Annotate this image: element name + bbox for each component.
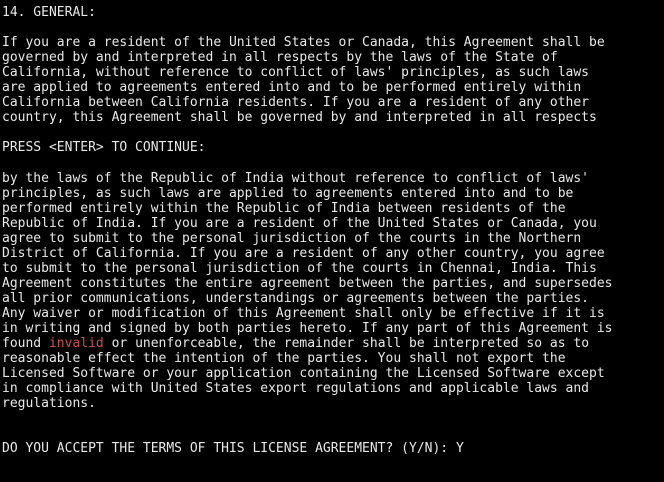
license-text-line: Any waiver or modification of this Agreement shall only be effective if it is (2, 305, 605, 321)
paragraph-us-canada (2, 35, 664, 125)
license-text-line: in writing and signed by both parties hereto. If any part of this Agreement is (2, 320, 613, 336)
license-text-line: Licensed Software or your application containing the Licensed Software except (2, 366, 605, 382)
license-text-line: governed by and interpreted in all respects by the laws of the State of (2, 50, 558, 66)
license-text-line: reasonable effect the intention of the parties. You shall not export the (2, 351, 566, 367)
license-text-line: California, without reference to conflict of laws' principles, as such laws (2, 65, 589, 81)
invalid-line-prefix: found (2, 336, 49, 352)
section-heading: 14. GENERAL: (2, 5, 96, 20)
blank-line (2, 20, 664, 35)
license-text-line-with-highlight (2, 336, 664, 351)
license-text-line: are applied to agreements entered into and to be performed entirely within (2, 80, 582, 96)
license-text-line: performed entirely within the Republic of India between residents of the (2, 200, 566, 216)
license-text-line: country, this Agreement shall be governed by and interpreted in all respects (2, 110, 597, 126)
license-text-line: to submit to the personal jurisdiction of the courts in Chennai, India. This (2, 260, 597, 276)
blank-line (2, 426, 664, 441)
license-text-line: agree to submit to the personal jurisdiction of the courts in the Northern (2, 230, 582, 246)
invalid-line-suffix: or unenforceable, the remainder shall be interpreted so as to (103, 336, 590, 352)
blank-line (2, 411, 664, 426)
press-enter-prompt: PRESS <ENTER> TO CONTINUE: (2, 140, 206, 156)
license-text-line: If you are a resident of the United States or Canada, this Agreement shall be (2, 35, 605, 51)
accept-answer-input[interactable]: Y (455, 441, 464, 457)
license-text-line: principles, as such laws are applied to agreements entered into and to be (2, 185, 574, 201)
accept-prompt-question: DO YOU ACCEPT THE TERMS OF THIS LICENSE AGREEMENT? (Y/N): (2, 441, 456, 457)
accept-prompt-line (2, 441, 664, 456)
license-text-line: regulations. (2, 396, 96, 412)
paragraph-india (2, 171, 664, 412)
license-text-line: California between California residents. If you are a resident of any other (2, 95, 589, 111)
license-text-line: all prior communications, understandings or agreements between the parties. (2, 290, 589, 306)
license-text-line: District of California. If you are a resident of any other country, you agree (2, 245, 605, 261)
blank-line (2, 125, 664, 140)
license-text-line: in compliance with United States export regulations and applicable laws and (2, 381, 589, 397)
license-text-line: Agreement constitutes the entire agreement between the parties, and supersedes (2, 275, 613, 291)
license-text-line: Republic of India. If you are a resident of the United States or Canada, you (2, 215, 597, 231)
blank-line (2, 155, 664, 170)
license-text-line: by the laws of the Republic of India without reference to conflict of laws' (2, 170, 589, 186)
highlighted-word-invalid: invalid (48, 336, 104, 352)
